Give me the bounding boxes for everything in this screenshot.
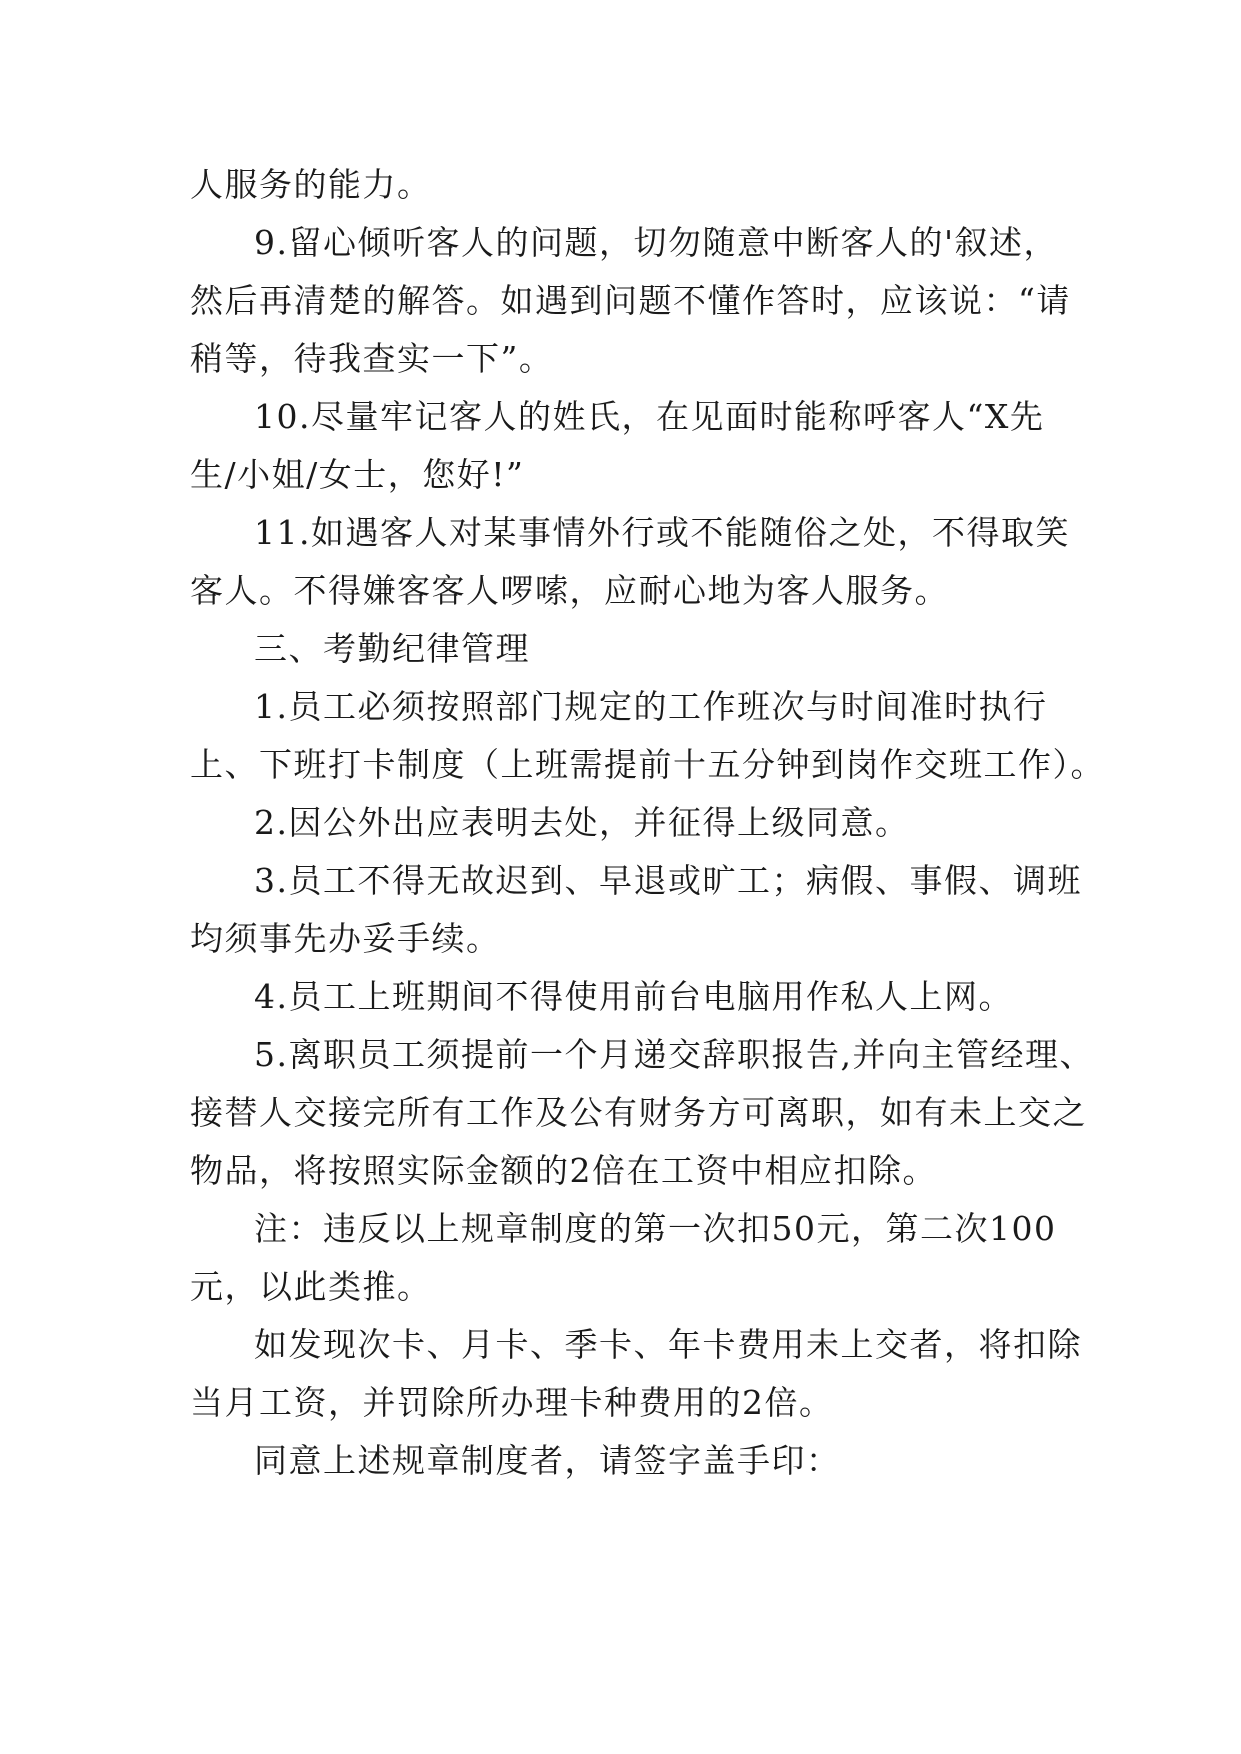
section-heading: 三、考勤纪律管理 <box>254 629 530 668</box>
text-line: 3.员工不得无故迟到、早退或旷工；病假、事假、调班 <box>254 861 1082 900</box>
text-line: 稍等，待我查实一下”。 <box>190 339 554 378</box>
text-line: 9.留心倾听客人的问题，切勿随意中断客人的'叙述， <box>254 223 1059 262</box>
text-line: 然后再清楚的解答。如遇到问题不懂作答时，应该说：“请 <box>190 281 1071 320</box>
text-line: 客人。不得嫌客客人啰嗦，应耐心地为客人服务。 <box>190 571 949 610</box>
text-line: 人服务的能力。 <box>190 165 432 204</box>
text-line: 物品，将按照实际金额的2倍在工资中相应扣除。 <box>190 1151 937 1190</box>
text-line: 上、下班打卡制度（上班需提前十五分钟到岗作交班工作）。 <box>190 745 1105 784</box>
text-line: 接替人交接完所有工作及公有财务方可离职，如有未上交之 <box>190 1093 1087 1132</box>
text-line: 10.尽量牢记客人的姓氏，在见面时能称呼客人“X先 <box>254 397 1045 436</box>
note-line: 元，以此类推。 <box>190 1267 432 1306</box>
signature-prompt: 同意上述规章制度者，请签字盖手印： <box>254 1441 841 1480</box>
text-line: 如发现次卡、月卡、季卡、年卡费用未上交者，将扣除 <box>254 1325 1082 1364</box>
text-line: 生/小姐/女士，您好!” <box>190 455 525 494</box>
text-line: 1.员工必须按照部门规定的工作班次与时间准时执行 <box>254 687 1048 726</box>
text-line: 当月工资，并罚除所办理卡种费用的2倍。 <box>190 1383 834 1422</box>
note-line: 注：违反以上规章制度的第一次扣50元，第二次100 <box>254 1209 1057 1248</box>
text-line: 均须事先办妥手续。 <box>190 919 501 958</box>
text-line: 11.如遇客人对某事情外行或不能随俗之处，不得取笑 <box>254 513 1070 552</box>
text-line: 5.离职员工须提前一个月递交辞职报告,并向主管经理、 <box>254 1035 1094 1074</box>
text-line: 2.因公外出应表明去处，并征得上级同意。 <box>254 803 910 842</box>
text-line: 4.员工上班期间不得使用前台电脑用作私人上网。 <box>254 977 1013 1016</box>
